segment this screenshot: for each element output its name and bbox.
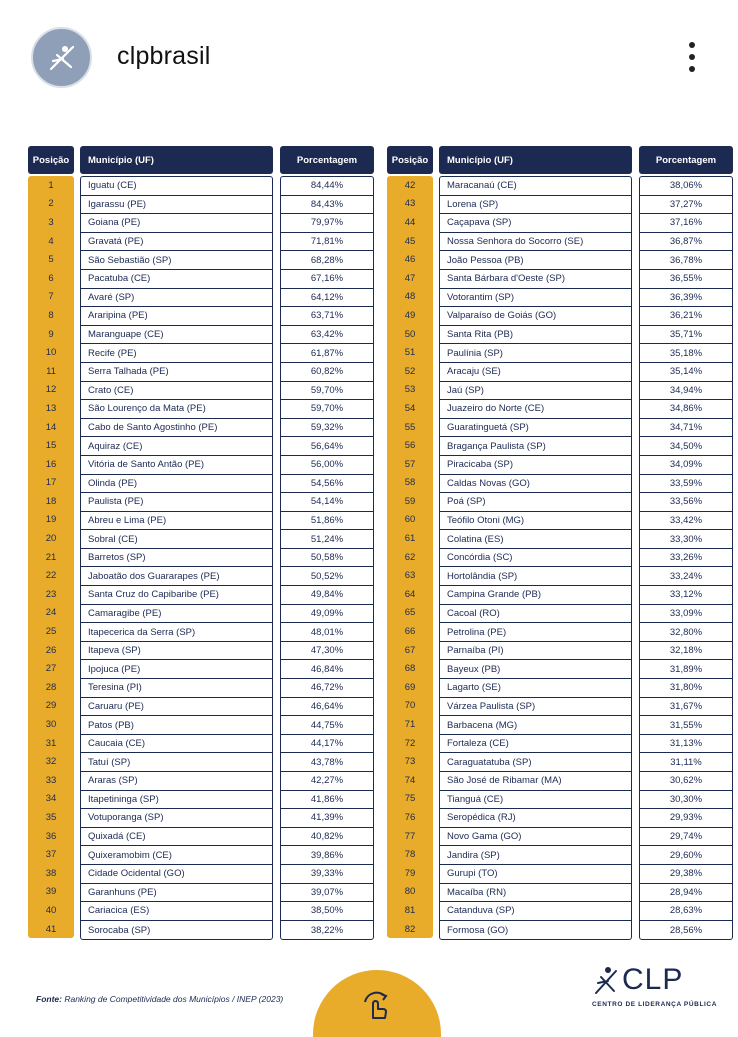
position-cell: 16 (45, 458, 57, 470)
percentage-cell: 41,39% (281, 809, 373, 828)
position-cell: 73 (404, 756, 416, 768)
position-cell: 76 (404, 811, 416, 823)
percentage-cell: 44,17% (281, 735, 373, 754)
municipality-cell: Itapecerica da Serra (SP) (81, 623, 272, 642)
percentage-cell: 31,55% (640, 716, 732, 735)
municipality-cell: Petrolina (PE) (440, 623, 631, 642)
municipality-cell: São Sebastião (SP) (81, 251, 272, 270)
municipality-cell: Fortaleza (CE) (440, 735, 631, 754)
position-column (28, 146, 74, 938)
position-cell: 43 (404, 198, 416, 210)
source-text: Ranking de Competitividade dos Municípios / INEP (2023) (64, 994, 284, 1004)
position-cell: 40 (45, 904, 57, 916)
municipality-cell: Recife (PE) (81, 344, 272, 363)
position-cell: 60 (404, 514, 416, 526)
swipe-hand-icon (359, 988, 395, 1024)
municipality-cell: Tianguá (CE) (440, 791, 631, 810)
percentage-cell: 31,13% (640, 735, 732, 754)
more-vertical-icon[interactable] (680, 38, 704, 78)
municipality-cell: Catanduva (SP) (440, 902, 631, 921)
municipality-header: Município (UF) (439, 146, 632, 174)
percentage-cell: 33,42% (640, 512, 732, 531)
percentage-cell: 39,07% (281, 884, 373, 903)
source-note (36, 993, 296, 1006)
position-cell: 7 (48, 291, 54, 303)
municipality-cell: Barbacena (MG) (440, 716, 631, 735)
municipality-cell: Santa Cruz do Capibaribe (PE) (81, 586, 272, 605)
position-cell: 75 (404, 793, 416, 805)
municipality-cell: Cacoal (RO) (440, 605, 631, 624)
percentage-cell: 38,22% (310, 924, 344, 936)
percentage-cell: 34,86% (640, 400, 732, 419)
municipality-cell: Jaú (SP) (440, 382, 631, 401)
percentage-cell: 48,01% (281, 623, 373, 642)
municipality-cell: Gravatá (PE) (81, 233, 272, 252)
municipality-cell: Hortolândia (SP) (440, 567, 631, 586)
position-cell: 58 (404, 477, 416, 489)
position-cell: 34 (45, 793, 57, 805)
percentage-cell: 34,94% (640, 382, 732, 401)
municipality-cell: Goiana (PE) (81, 214, 272, 233)
percentage-cell: 33,12% (640, 586, 732, 605)
percentage-cell: 40,82% (281, 828, 373, 847)
municipality-cell: Cidade Ocidental (GO) (81, 865, 272, 884)
position-cell: 59 (404, 495, 416, 507)
municipality-cell: Araras (SP) (81, 772, 272, 791)
position-cell: 11 (46, 365, 56, 377)
percentage-cell: 33,24% (640, 567, 732, 586)
position-cell: 19 (45, 514, 57, 526)
percentage-cell: 29,93% (640, 809, 732, 828)
position-cell: 37 (45, 849, 57, 861)
percentage-cell: 32,80% (640, 623, 732, 642)
percentage-cell: 59,32% (281, 419, 373, 438)
municipality-column (80, 146, 273, 940)
municipality-cell: Pacatuba (CE) (81, 270, 272, 289)
position-cell: 56 (404, 440, 416, 452)
municipality-cell: Sorocaba (SP) (88, 924, 151, 936)
position-cell: 42 (404, 179, 416, 191)
municipality-cell: Maranguape (CE) (81, 326, 272, 345)
percentage-cell: 29,60% (640, 846, 732, 865)
position-cell: 22 (45, 570, 57, 582)
municipality-cell: Vitória de Santo Antão (PE) (81, 456, 272, 475)
position-cell: 44 (404, 216, 416, 228)
municipality-cell: Sobral (CE) (81, 530, 272, 549)
percentage-cell: 43,78% (281, 753, 373, 772)
municipality-cell: Poá (SP) (440, 493, 631, 512)
municipality-cell: Lorena (SP) (440, 196, 631, 215)
percentage-cell: 71,81% (281, 233, 373, 252)
percentage-cell: 59,70% (281, 382, 373, 401)
percentage-cell: 39,86% (281, 846, 373, 865)
municipality-cell: Itapetininga (SP) (81, 791, 272, 810)
municipality-cell: Teresina (PI) (81, 679, 272, 698)
position-cell: 70 (404, 700, 416, 712)
position-cell: 24 (45, 607, 57, 619)
percentage-cell: 38,06% (640, 177, 732, 196)
position-cell: 2 (48, 198, 54, 210)
municipality-cell: Formosa (GO) (447, 924, 509, 936)
percentage-cell: 59,70% (281, 400, 373, 419)
municipality-cell: João Pessoa (PB) (440, 251, 631, 270)
municipality-cell: Teófilo Otoni (MG) (440, 512, 631, 531)
position-cell: 3 (48, 216, 54, 228)
position-cell: 12 (45, 384, 57, 396)
municipality-cell: Quixadá (CE) (81, 828, 272, 847)
municipality-cell: Ipojuca (PE) (81, 660, 272, 679)
position-cell: 81 (404, 904, 416, 916)
percentage-cell: 46,72% (281, 679, 373, 698)
percentage-cell: 36,39% (640, 289, 732, 308)
percentage-cell: 35,71% (640, 326, 732, 345)
percentage-cell: 31,80% (640, 679, 732, 698)
municipality-cell: Garanhuns (PE) (81, 884, 272, 903)
municipality-cell: Gurupi (TO) (440, 865, 631, 884)
position-cell: 69 (404, 681, 416, 693)
percentage-cell: 51,24% (281, 530, 373, 549)
percentage-cell: 33,26% (640, 549, 732, 568)
municipality-cell: Colatina (ES) (440, 530, 631, 549)
position-cell: 32 (45, 756, 57, 768)
position-cell: 5 (48, 254, 54, 266)
municipality-cell: Lagarto (SE) (440, 679, 631, 698)
position-cell: 13 (45, 402, 57, 414)
percentage-cell: 50,58% (281, 549, 373, 568)
position-cell: 57 (404, 458, 416, 470)
percentage-cell: 54,56% (281, 475, 373, 494)
percentage-cell: 54,14% (281, 493, 373, 512)
percentage-cell: 51,86% (281, 512, 373, 531)
position-cell: 50 (404, 328, 416, 340)
position-cell: 51 (404, 347, 416, 359)
position-cell: 6 (48, 272, 54, 284)
municipality-cell: Olinda (PE) (81, 475, 272, 494)
municipality-cell: Macaíba (RN) (440, 884, 631, 903)
position-cell: 61 (404, 533, 416, 545)
percentage-cell: 29,38% (640, 865, 732, 884)
percentage-cell: 34,50% (640, 437, 732, 456)
position-header: Posição (28, 146, 74, 174)
position-cell: 80 (404, 886, 416, 898)
position-cell: 52 (404, 365, 416, 377)
municipality-cell: Aracaju (SE) (440, 363, 631, 382)
position-cell: 31 (45, 737, 57, 749)
percentage-cell: 49,84% (281, 586, 373, 605)
municipality-cell: Bayeux (PB) (440, 660, 631, 679)
position-cell: 66 (404, 626, 416, 638)
percentage-cell: 35,18% (640, 344, 732, 363)
municipality-cell: Quixeramobim (CE) (81, 846, 272, 865)
clp-mark-icon (592, 965, 622, 997)
position-cell: 23 (45, 588, 57, 600)
percentage-cell: 68,28% (281, 251, 373, 270)
post-header (0, 0, 738, 118)
percentage-cell: 56,00% (281, 456, 373, 475)
position-cell: 10 (45, 347, 57, 359)
municipality-cell: Santa Rita (PB) (440, 326, 631, 345)
position-cell: 35 (45, 811, 57, 823)
percentage-cell: 29,74% (640, 828, 732, 847)
position-cell: 67 (404, 644, 416, 656)
position-cell: 47 (404, 272, 416, 284)
municipality-column (439, 146, 632, 940)
percentage-cell: 63,42% (281, 326, 373, 345)
percentage-cell: 33,30% (640, 530, 732, 549)
position-cell: 36 (45, 830, 57, 842)
position-cell: 49 (404, 309, 416, 321)
position-cell: 45 (404, 235, 416, 247)
percentage-cell: 35,14% (640, 363, 732, 382)
percentage-cell: 36,55% (640, 270, 732, 289)
position-cell: 53 (404, 384, 416, 396)
municipality-cell: Caraguatatuba (SP) (440, 753, 631, 772)
position-cell: 33 (45, 774, 57, 786)
municipality-cell: Caldas Novas (GO) (440, 475, 631, 494)
position-cell: 4 (48, 235, 54, 247)
percentage-header: Porcentagem (639, 146, 733, 174)
percentage-cell: 60,82% (281, 363, 373, 382)
municipality-cell: Nossa Senhora do Socorro (SE) (440, 233, 631, 252)
position-cell: 14 (45, 421, 57, 433)
percentage-cell: 28,94% (640, 884, 732, 903)
municipality-cell: Abreu e Lima (PE) (81, 512, 272, 531)
percentage-cell: 67,16% (281, 270, 373, 289)
position-cell: 64 (404, 588, 416, 600)
percentage-cell: 36,21% (640, 307, 732, 326)
position-cell: 15 (45, 440, 57, 452)
municipality-cell: Juazeiro do Norte (CE) (440, 400, 631, 419)
municipality-cell: Concórdia (SC) (440, 549, 631, 568)
percentage-cell: 50,52% (281, 567, 373, 586)
position-cell: 41 (45, 923, 57, 935)
position-cell: 62 (404, 551, 416, 563)
position-cell: 9 (48, 328, 54, 340)
percentage-cell: 33,56% (640, 493, 732, 512)
municipality-cell: São Lourenço da Mata (PE) (81, 400, 272, 419)
percentage-cell: 34,09% (640, 456, 732, 475)
percentage-cell: 31,67% (640, 698, 732, 717)
municipality-cell: Itapeva (SP) (81, 642, 272, 661)
municipality-cell: Aquiraz (CE) (81, 437, 272, 456)
municipality-cell: Novo Gama (GO) (440, 828, 631, 847)
percentage-cell: 42,27% (281, 772, 373, 791)
percentage-cell: 30,62% (640, 772, 732, 791)
position-cell: 77 (404, 830, 416, 842)
municipality-cell: Votorantim (SP) (440, 289, 631, 308)
position-cell: 20 (45, 533, 57, 545)
municipality-cell: Camaragibe (PE) (81, 605, 272, 624)
percentage-cell: 37,16% (640, 214, 732, 233)
municipality-cell: Araripina (PE) (81, 307, 272, 326)
position-cell: 8 (48, 309, 54, 321)
percentage-cell: 46,84% (281, 660, 373, 679)
percentage-cell: 28,63% (640, 902, 732, 921)
municipality-cell: Caruaru (PE) (81, 698, 272, 717)
position-cell: 28 (45, 681, 57, 693)
percentage-cell: 34,71% (640, 419, 732, 438)
percentage-cell: 61,87% (281, 344, 373, 363)
percentage-cell: 41,86% (281, 791, 373, 810)
account-username[interactable]: clpbrasil (117, 42, 211, 70)
percentage-cell: 63,71% (281, 307, 373, 326)
percentage-cell: 44,75% (281, 716, 373, 735)
position-cell: 74 (404, 774, 416, 786)
percentage-column (639, 146, 733, 940)
clp-logo (592, 963, 722, 1013)
municipality-cell: Paulista (PE) (81, 493, 272, 512)
position-cell: 72 (404, 737, 416, 749)
percentage-cell: 33,09% (640, 605, 732, 624)
position-column (387, 146, 433, 938)
municipality-cell: Igarassu (PE) (81, 196, 272, 215)
percentage-header: Porcentagem (280, 146, 374, 174)
municipality-cell: Jaboatão dos Guararapes (PE) (81, 567, 272, 586)
percentage-cell: 79,97% (281, 214, 373, 233)
position-cell: 25 (45, 626, 57, 638)
position-cell: 39 (45, 886, 57, 898)
position-cell: 38 (45, 867, 57, 879)
position-header: Posição (387, 146, 433, 174)
municipality-cell: Guaratinguetá (SP) (440, 419, 631, 438)
position-cell: 29 (45, 700, 57, 712)
percentage-cell: 39,33% (281, 865, 373, 884)
percentage-cell: 84,44% (281, 177, 373, 196)
percentage-cell: 37,27% (640, 196, 732, 215)
municipality-cell: Caçapava (SP) (440, 214, 631, 233)
profile-avatar[interactable] (31, 27, 92, 88)
municipality-cell: Iguatu (CE) (81, 177, 272, 196)
municipality-cell: Patos (PB) (81, 716, 272, 735)
percentage-cell: 31,89% (640, 660, 732, 679)
position-cell: 48 (404, 291, 416, 303)
percentage-cell: 46,64% (281, 698, 373, 717)
position-cell: 65 (404, 607, 416, 619)
position-cell: 30 (45, 719, 57, 731)
position-cell: 18 (45, 495, 57, 507)
position-cell: 21 (45, 551, 57, 563)
percentage-cell: 30,30% (640, 791, 732, 810)
municipality-cell: Várzea Paulista (SP) (440, 698, 631, 717)
percentage-cell: 49,09% (281, 605, 373, 624)
municipality-cell: Seropédica (RJ) (440, 809, 631, 828)
municipality-cell: Paulínia (SP) (440, 344, 631, 363)
municipality-cell: Campina Grande (PB) (440, 586, 631, 605)
municipality-cell: Santa Bárbara d'Oeste (SP) (440, 270, 631, 289)
percentage-cell: 33,59% (640, 475, 732, 494)
municipality-cell: Cabo de Santo Agostinho (PE) (81, 419, 272, 438)
percentage-cell: 32,18% (640, 642, 732, 661)
municipality-cell: Parnaíba (PI) (440, 642, 631, 661)
municipality-cell: Valparaíso de Goiás (GO) (440, 307, 631, 326)
municipality-cell: Bragança Paulista (SP) (440, 437, 631, 456)
position-cell: 68 (404, 663, 416, 675)
swipe-button[interactable] (313, 970, 441, 1037)
percentage-cell: 31,11% (640, 753, 732, 772)
position-cell: 1 (48, 179, 54, 191)
municipality-header: Município (UF) (80, 146, 273, 174)
position-cell: 54 (404, 402, 416, 414)
position-cell: 78 (404, 849, 416, 861)
municipality-cell: Tatuí (SP) (81, 753, 272, 772)
position-cell: 82 (404, 923, 416, 935)
municipality-cell: Piracicaba (SP) (440, 456, 631, 475)
percentage-cell: 47,30% (281, 642, 373, 661)
percentage-cell: 64,12% (281, 289, 373, 308)
position-cell: 55 (404, 421, 416, 433)
source-label: Fonte: (36, 994, 62, 1004)
logo-subtitle: CENTRO DE LIDERANÇA PÚBLICA (592, 1001, 718, 1008)
percentage-column (280, 146, 374, 940)
municipality-cell: Votuporanga (SP) (81, 809, 272, 828)
municipality-cell: Barretos (SP) (81, 549, 272, 568)
percentage-cell: 84,43% (281, 196, 373, 215)
municipality-cell: São José de Ribamar (MA) (440, 772, 631, 791)
position-cell: 46 (404, 254, 416, 266)
percentage-cell: 56,64% (281, 437, 373, 456)
percentage-cell: 28,56% (669, 924, 703, 936)
municipality-cell: Serra Talhada (PE) (81, 363, 272, 382)
municipality-cell: Maracanaú (CE) (440, 177, 631, 196)
municipality-cell: Avaré (SP) (81, 289, 272, 308)
position-cell: 71 (404, 719, 416, 731)
position-cell: 17 (45, 477, 57, 489)
municipality-cell: Jandira (SP) (440, 846, 631, 865)
position-cell: 63 (404, 570, 416, 582)
percentage-cell: 36,78% (640, 251, 732, 270)
municipality-cell: Caucaia (CE) (81, 735, 272, 754)
logo-text: CLP (622, 963, 684, 996)
municipality-cell: Crato (CE) (81, 382, 272, 401)
position-cell: 79 (404, 867, 416, 879)
position-cell: 27 (45, 663, 57, 675)
percentage-cell: 36,87% (640, 233, 732, 252)
percentage-cell: 38,50% (281, 902, 373, 921)
clp-logo-icon (43, 39, 83, 79)
municipality-cell: Cariacica (ES) (81, 902, 272, 921)
position-cell: 26 (45, 644, 57, 656)
